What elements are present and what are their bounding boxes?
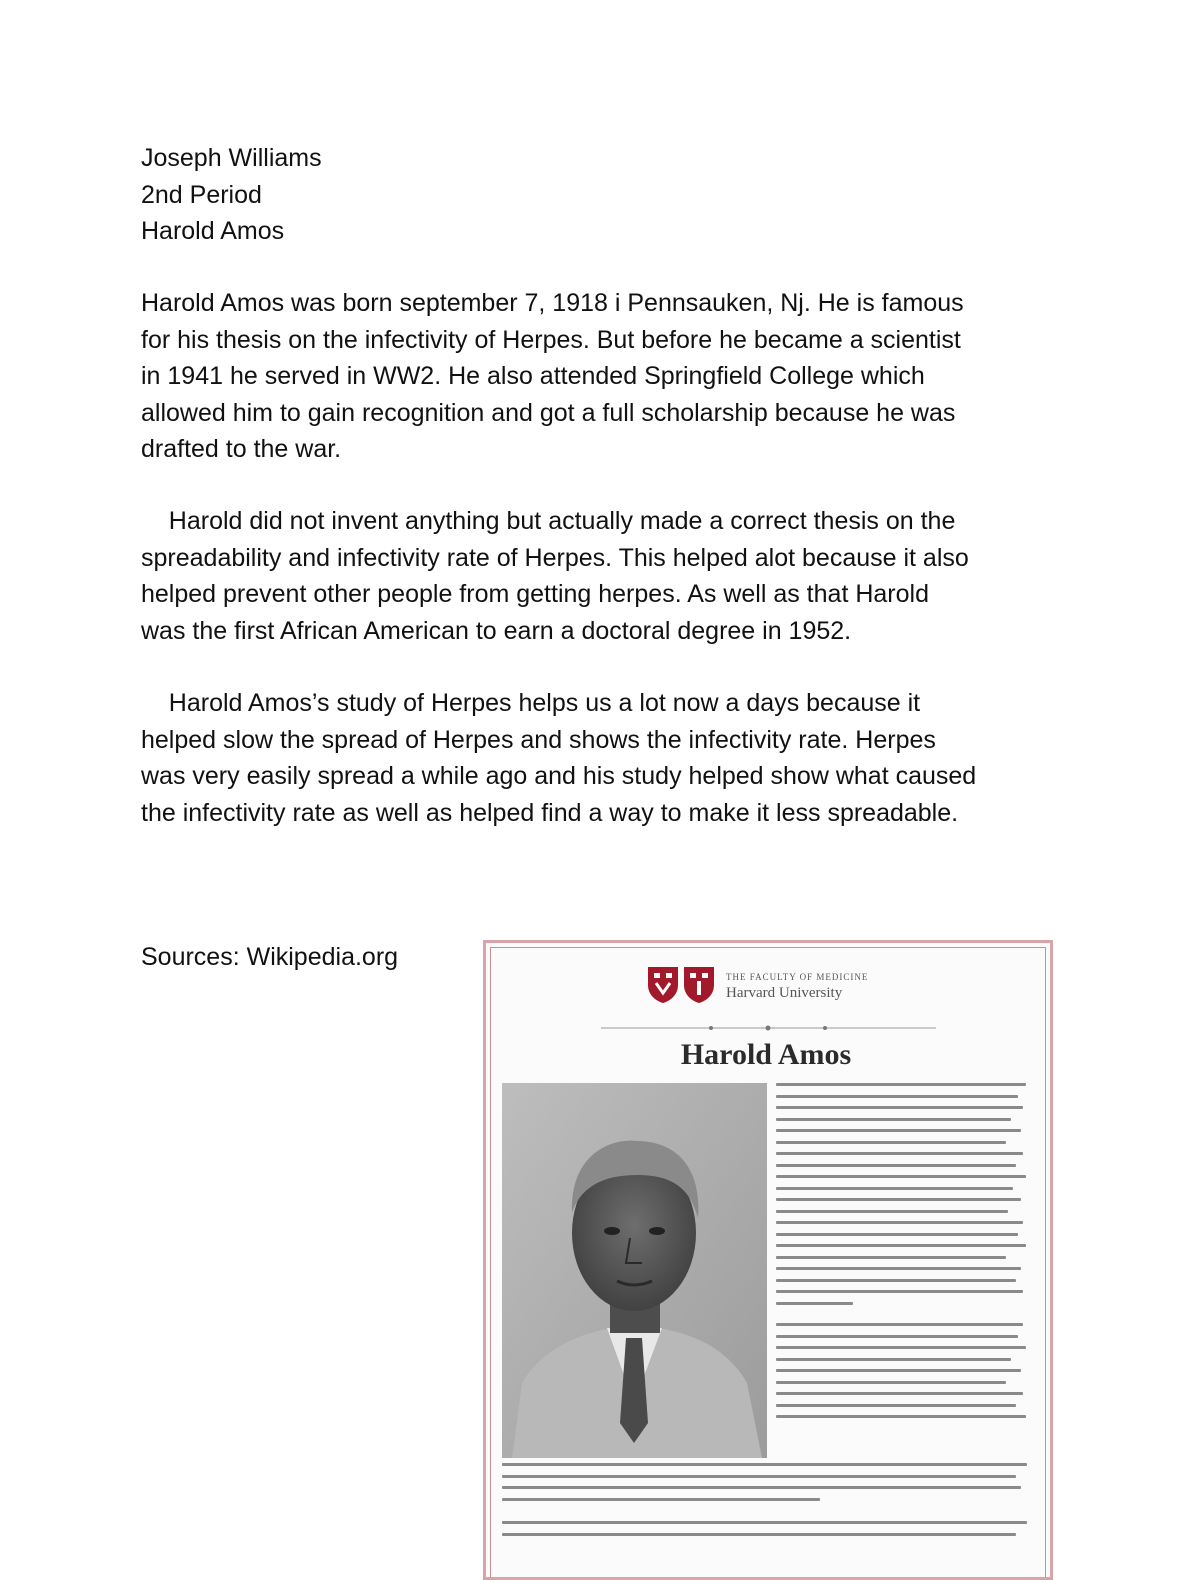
paragraph-line: spreadability and infectivity rate of Herpes. This helped alot because it also — [141, 543, 969, 572]
paragraph-line: in 1941 he served in WW2. He also attended Springfield College which — [141, 362, 925, 390]
paragraph-3 — [141, 685, 1071, 831]
paragraph-line: was the first African American to earn a doctoral degree in 1952. — [141, 616, 852, 645]
ornamental-rule — [601, 1023, 936, 1033]
faculty-line: THE FACULTY OF MEDICINE — [726, 972, 869, 982]
harvard-shields-logo — [646, 965, 718, 1005]
paragraph-2 — [141, 503, 1071, 649]
class-period: 2nd Period — [141, 180, 262, 209]
sources-line: Sources: Wikipedia.org — [141, 943, 399, 971]
portrait-photo — [502, 1083, 767, 1458]
paragraph-line: was very easily spread a while ago and his study helped show what caused — [141, 762, 977, 790]
paragraph-line: helped slow the spread of Herpes and shows the infectivity rate. Herpes — [141, 725, 936, 754]
student-name: Joseph Williams — [141, 144, 322, 172]
poster-body-text-column — [776, 1083, 1031, 1427]
paragraph-line: Harold did not invent anything but actually made a correct thesis on the — [141, 507, 956, 535]
paragraph-line: the infectivity rate as well as helped find a way to make it less spreadable. — [141, 798, 959, 827]
university-name: Harvard University — [726, 985, 843, 1001]
paragraph-line: helped prevent other people from getting herpes. As well as that Harold — [141, 580, 929, 608]
poster-title: Harold Amos — [680, 1038, 852, 1071]
harvard-poster-image — [483, 940, 1053, 1580]
paragraph-line: allowed him to gain recognition and got a full scholarship because he was — [141, 398, 956, 427]
paragraph-line: Harold Amos was born september 7, 1918 i Pennsauken, Nj. He is famous — [141, 289, 964, 317]
poster-body-text-wide — [502, 1463, 1032, 1544]
paragraph-1 — [141, 285, 1071, 468]
poster-faculty-heading — [726, 969, 868, 1001]
paragraph-line: drafted to the war. — [141, 435, 342, 463]
report-subject: Harold Amos — [141, 217, 285, 245]
paragraph-line: for his thesis on the infectivity of Herpes. But before he became a scientist — [141, 325, 961, 354]
paragraph-line: Harold Amos’s study of Herpes helps us a lot now a days because it — [141, 689, 921, 717]
document-header — [141, 140, 322, 250]
